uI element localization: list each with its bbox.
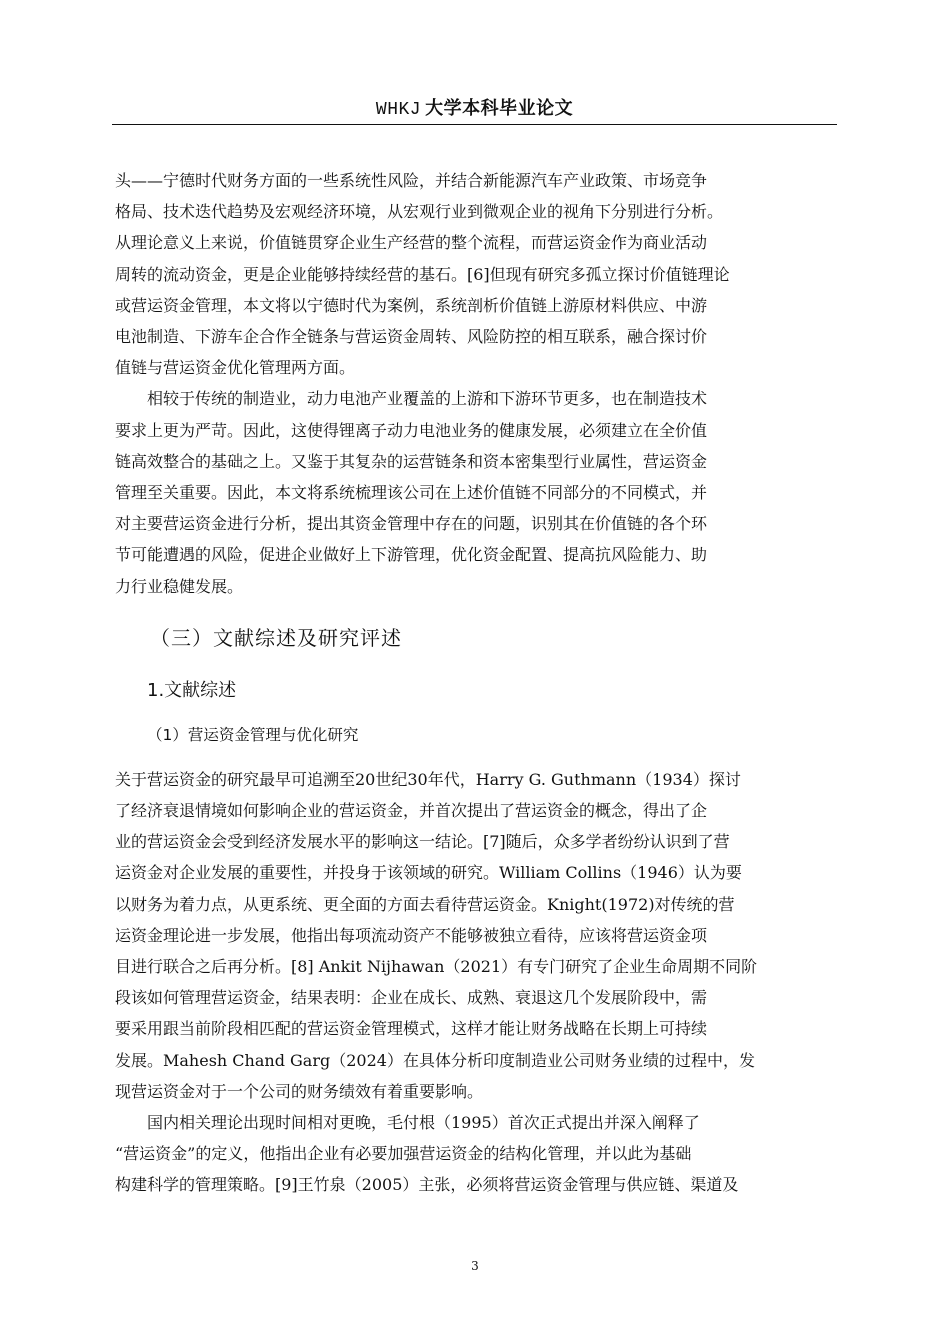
paragraph-line: 要求上更为严苛。因此，这使得锂离子动力电池业务的健康发展，必须建立在全价值 xyxy=(115,420,708,440)
paragraph-line: 现营运资金对于一个公司的财务绩效有着重要影响。 xyxy=(115,1081,484,1101)
header-school: WHKJ xyxy=(375,100,422,120)
paragraph-line: 发展。Mahesh Chand Garg（2024）在具体分析印度制造业公司财务业绩的过程中，发 xyxy=(115,1050,755,1070)
paragraph-line: 业的营运资金会受到经济发展水平的影响这一结论。[7]随后，众多学者纷纷认识到了营 xyxy=(115,832,730,852)
page-body xyxy=(115,165,837,1201)
paragraph-2 xyxy=(115,383,837,601)
paragraph-line: 了经济衰退情境如何影响企业的营运资金，并首次提出了营运资金的概念，得出了企 xyxy=(115,801,708,821)
section-heading: （三）文献综述及研究评述 xyxy=(150,625,402,650)
paragraph-line: 对主要营运资金进行分析，提出其资金管理中存在的问题，识别其在价值链的各个环 xyxy=(115,514,708,534)
page-header xyxy=(112,93,837,123)
paragraph-line: 力行业稳健发展。 xyxy=(115,576,244,596)
paragraph-line: 目进行联合之后再分析。[8] Ankit Nijhawan（2021）有专门研究了企业生命周期不同阶 xyxy=(115,957,758,977)
paragraph-line: 要采用跟当前阶段相匹配的营运资金管理模式，这样才能让财务战略在长期上可持续 xyxy=(115,1019,708,1039)
paragraph-line: 电池制造、下游车企合作全链条与营运资金周转、风险防控的相互联系，融合探讨价 xyxy=(115,327,708,347)
paragraph-line: 构建科学的管理策略。[9]王竹泉（2005）主张，必须将营运资金管理与供应链、渠道及 xyxy=(115,1175,739,1195)
header-title: 大学本科毕业论文 xyxy=(425,98,574,119)
paragraph-3 xyxy=(115,764,837,1107)
paragraph-line: 相较于传统的制造业，动力电池产业覆盖的上游和下游环节更多，也在制造技术 xyxy=(147,389,708,409)
paragraph-line: “营运资金”的定义，他指出企业有必要加强营运资金的结构化管理，并以此为基础 xyxy=(115,1144,692,1164)
paragraph-line: 链高效整合的基础之上。又鉴于其复杂的运营链条和资本密集型行业属性，营运资金 xyxy=(115,451,708,471)
paragraph-line: 或营运资金管理，本文将以宁德时代为案例，系统剖析价值链上游原材料供应、中游 xyxy=(115,295,708,315)
paragraph-line: 头——宁德时代财务方面的一些系统性风险，并结合新能源汽车产业政策、市场竞争 xyxy=(115,171,708,190)
paragraph-line: 运资金对企业发展的重要性，并投身于该领域的研究。William Collins（1946）认为要 xyxy=(115,863,742,883)
paragraph-line: 国内相关理论出现时间相对更晚，毛付根（1995）首次正式提出并深入阐释了 xyxy=(147,1113,700,1133)
paragraph-1 xyxy=(115,165,837,383)
paragraph-line: 关于营运资金的研究最早可追溯至20世纪30年代，Harry G. Guthmann（1934）探讨 xyxy=(115,769,741,789)
paragraph-line: 从理论意义上来说，价值链贯穿企业生产经营的整个流程，而营运资金作为商业活动 xyxy=(115,233,708,253)
subsection-heading: 1.文献综述 xyxy=(147,679,237,701)
page-number: 3 xyxy=(471,1259,479,1273)
header-rule xyxy=(112,124,837,125)
subsubsection-heading: （1）营运资金管理与优化研究 xyxy=(147,725,359,744)
paragraph-line: 格局、技术迭代趋势及宏观经济环境，从宏观行业到微观企业的视角下分别进行分析。 xyxy=(115,202,724,222)
paragraph-line: 段该如何管理营运资金，结果表明：企业在成长、成熟、衰退这几个发展阶段中，需 xyxy=(115,988,708,1008)
paragraph-line: 运资金理论进一步发展，他指出每项流动资产不能够被独立看待，应该将营运资金项 xyxy=(115,925,708,945)
paragraph-line: 值链与营运资金优化管理两方面。 xyxy=(115,358,356,378)
paragraph-line: 周转的流动资金，更是企业能够持续经营的基石。[6]但现有研究多孤立探讨价值链理论 xyxy=(115,264,730,284)
paragraph-4 xyxy=(115,1107,837,1201)
paragraph-line: 节可能遭遇的风险，促进企业做好上下游管理，优化资金配置、提高抗风险能力、助 xyxy=(115,545,708,565)
paragraph-line: 管理至关重要。因此，本文将系统梳理该公司在上述价值链不同部分的不同模式，并 xyxy=(115,483,708,503)
paragraph-line: 以财务为着力点，从更系统、更全面的方面去看待营运资金。Knight(1972)对传统的营 xyxy=(115,894,735,914)
